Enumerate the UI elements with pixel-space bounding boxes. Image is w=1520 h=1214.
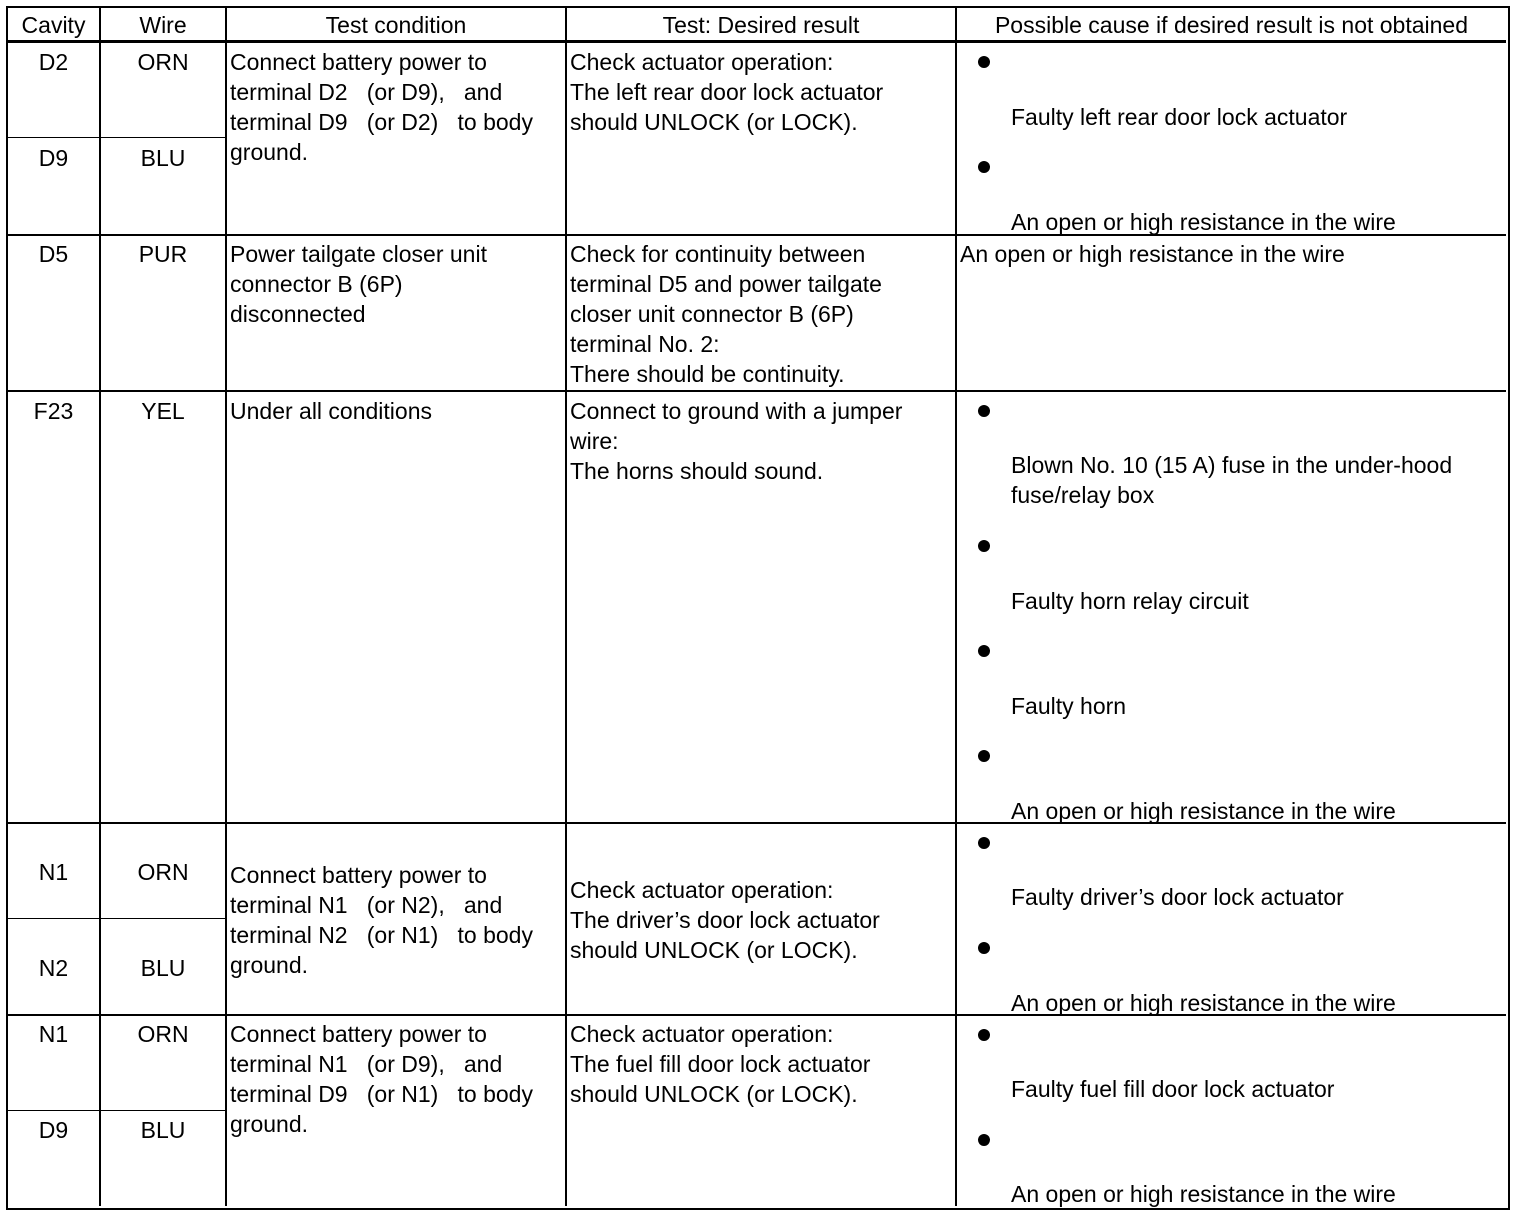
condition-line: ground. xyxy=(230,952,309,978)
wire-cell: BLU xyxy=(140,1117,186,1143)
condition-line: terminal N1 (or D9), and xyxy=(230,1051,503,1077)
cause-item: An open or high resistance in the wire xyxy=(1011,798,1396,824)
condition-line: terminal D9 (or N1) to body xyxy=(230,1081,533,1107)
condition-line: Connect battery power to xyxy=(230,1021,487,1047)
result-line: should UNLOCK (or LOCK). xyxy=(570,109,858,135)
wire-cell: PUR xyxy=(138,241,188,267)
result-line: should UNLOCK (or LOCK). xyxy=(570,937,858,963)
result-line: should UNLOCK (or LOCK). xyxy=(570,1081,858,1107)
cause-item: An open or high resistance in the wire xyxy=(960,241,1345,267)
bullet-icon xyxy=(978,1029,990,1041)
wire-cell: BLU xyxy=(140,955,186,981)
cause-item: An open or high resistance in the wire xyxy=(1011,1181,1396,1207)
condition-line: Power tailgate closer unit xyxy=(230,241,487,267)
condition-line: terminal N2 (or N1) to body xyxy=(230,922,533,948)
wire-cell: BLU xyxy=(140,145,186,171)
result-line: terminal No. 2: xyxy=(570,331,720,357)
sub-row-divider xyxy=(8,1110,226,1111)
cavity-cell: F23 xyxy=(33,398,74,424)
wire-cell: YEL xyxy=(141,398,185,424)
condition-line: ground. xyxy=(230,139,309,165)
result-line: wire: xyxy=(570,428,619,454)
result-line: Connect to ground with a jumper xyxy=(570,398,903,424)
cause-item: Faulty horn relay circuit xyxy=(1011,588,1249,614)
bullet-icon xyxy=(978,942,990,954)
wire-cell: ORN xyxy=(137,1021,189,1047)
cause-item: Faulty driver’s door lock actuator xyxy=(1011,884,1344,910)
cause-item: Faulty left rear door lock actuator xyxy=(1011,104,1348,130)
cavity-cell: N2 xyxy=(38,955,69,981)
row-divider xyxy=(8,390,1506,392)
condition-line: terminal D2 (or D9), and xyxy=(230,79,503,105)
header-desired-result: Test: Desired result xyxy=(662,12,860,38)
bullet-icon xyxy=(978,161,990,173)
cavity-cell: D9 xyxy=(38,145,69,171)
result-line: terminal D5 and power tailgate xyxy=(570,271,882,297)
cavity-cell: N1 xyxy=(38,859,69,885)
condition-line: ground. xyxy=(230,1111,309,1137)
column-divider xyxy=(565,8,567,1206)
bullet-icon xyxy=(978,837,990,849)
condition-line: terminal D9 (or D2) to body xyxy=(230,109,533,135)
condition-line: terminal N1 (or N2), and xyxy=(230,892,503,918)
cause-item: An open or high resistance in the wire xyxy=(1011,209,1396,235)
cavity-cell: D9 xyxy=(38,1117,69,1143)
sub-row-divider xyxy=(8,918,226,919)
result-line: Check actuator operation: xyxy=(570,1021,834,1047)
cavity-cell: D2 xyxy=(38,49,69,75)
bullet-icon xyxy=(978,56,990,68)
bullet-icon xyxy=(978,405,990,417)
condition-line: Connect battery power to xyxy=(230,862,487,888)
header-divider xyxy=(8,40,1506,43)
result-line: There should be continuity. xyxy=(570,361,845,387)
column-divider xyxy=(225,8,227,1206)
header-cavity: Cavity xyxy=(21,12,86,38)
sub-row-divider xyxy=(8,137,226,138)
result-line: The horns should sound. xyxy=(570,458,824,484)
result-line: The left rear door lock actuator xyxy=(570,79,884,105)
bullet-icon xyxy=(978,750,990,762)
result-line: closer unit connector B (6P) xyxy=(570,301,854,327)
cause-item: An open or high resistance in the wire xyxy=(1011,990,1396,1016)
header-test-condition: Test condition xyxy=(325,12,467,38)
result-line: The fuel fill door lock actuator xyxy=(570,1051,871,1077)
wire-cell: ORN xyxy=(137,859,189,885)
wire-cell: ORN xyxy=(137,49,189,75)
cause-item-continued: fuse/relay box xyxy=(1011,482,1155,508)
header-wire: Wire xyxy=(139,12,187,38)
bullet-icon xyxy=(978,540,990,552)
cause-item: Faulty horn xyxy=(1011,693,1127,719)
condition-line: connector B (6P) xyxy=(230,271,403,297)
result-line: Check for continuity between xyxy=(570,241,866,267)
cavity-cell: N1 xyxy=(38,1021,69,1047)
result-line: Check actuator operation: xyxy=(570,49,834,75)
cavity-cell: D5 xyxy=(38,241,69,267)
cause-item: Blown No. 10 (15 A) fuse in the under-hood xyxy=(1011,452,1453,478)
condition-line: Under all conditions xyxy=(230,398,433,424)
bullet-icon xyxy=(978,1134,990,1146)
cause-item: Faulty fuel fill door lock actuator xyxy=(1011,1076,1335,1102)
column-divider xyxy=(955,8,957,1206)
condition-line: Connect battery power to xyxy=(230,49,487,75)
result-line: The driver’s door lock actuator xyxy=(570,907,880,933)
bullet-icon xyxy=(978,645,990,657)
header-possible-cause: Possible cause if desired result is not obtained xyxy=(994,12,1469,38)
result-line: Check actuator operation: xyxy=(570,877,834,903)
condition-line: disconnected xyxy=(230,301,366,327)
